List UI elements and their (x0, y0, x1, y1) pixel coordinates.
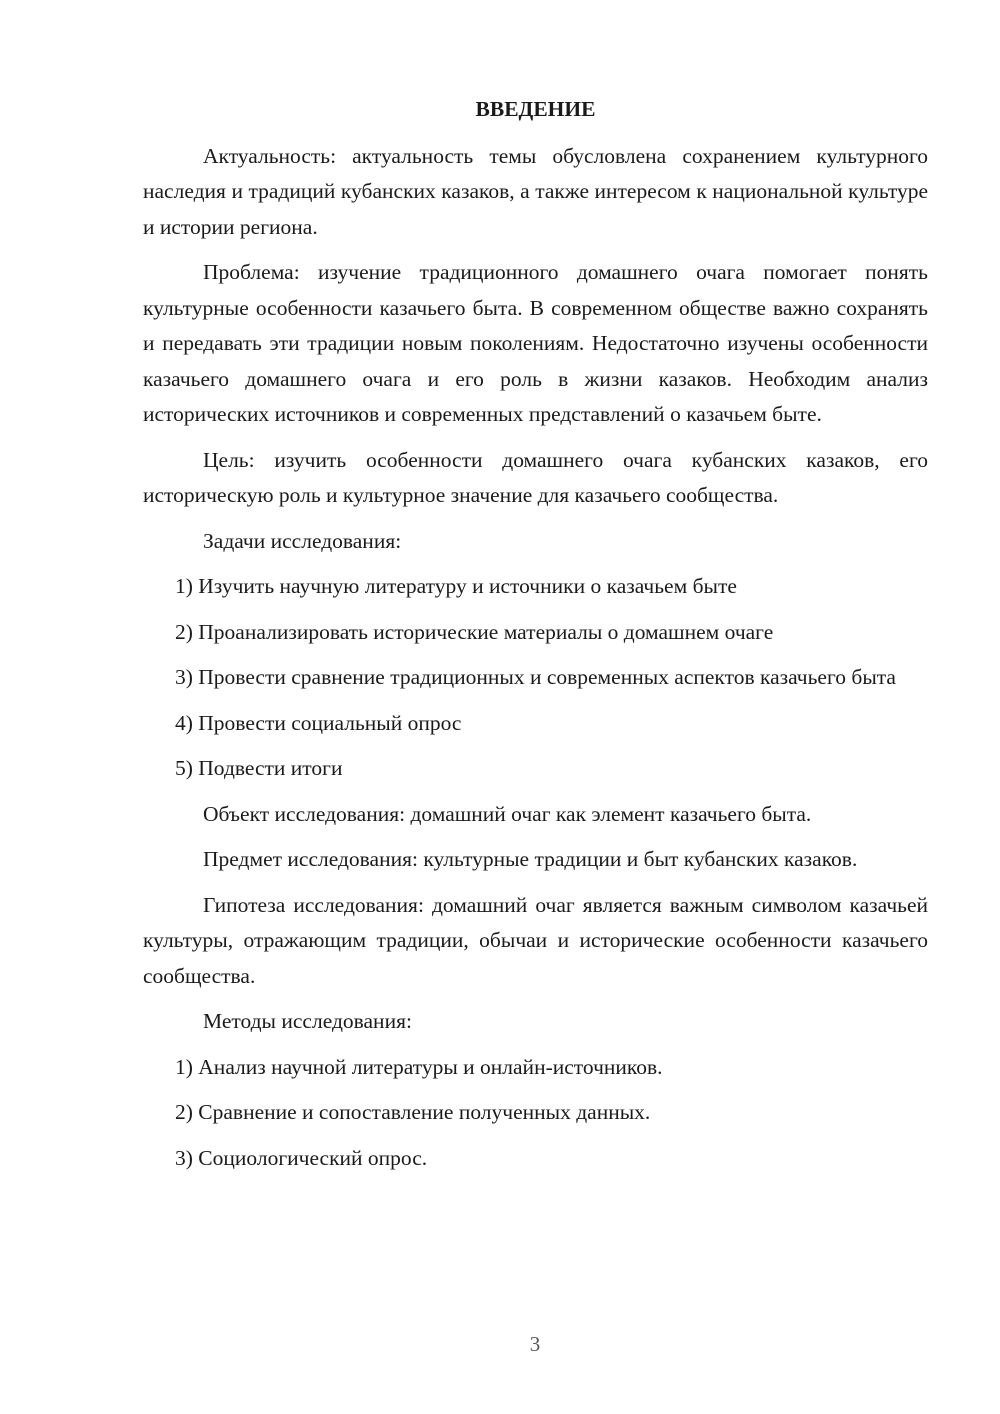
page-number: 3 (529, 1332, 541, 1356)
task-item-4: 4) Провести социальный опрос (175, 710, 462, 735)
hypothesis-paragraph: Гипотеза исследования: домашний очаг является важным символом казачьей культуры, отражающим традиции, обычаи и исторические особенности казачьего сообщества. (143, 892, 928, 988)
problem-paragraph: Проблема: изучение традиционного домашнего очага помогает понять культурные особенности казачьего быта. В современном обществе важно сохранять и передавать эти традиции новым поколениям. Недостаточно изучены особенности казачьего домашнего очага и его роль в жизни казаков. Необходим анализ исторических источников и современных представлений о казачьем быте. (143, 260, 928, 426)
subject-paragraph: Предмет исследования: культурные традиции и быт кубанских казаков. (203, 847, 858, 871)
goal-paragraph: Цель: изучить особенности домашнего очага кубанских казаков, его историческую роль и культурное значение для казачьего сообщества. (143, 447, 928, 507)
section-title: ВВЕДЕНИЕ (475, 97, 596, 121)
relevance-paragraph: Актуальность: актуальность темы обусловлена сохранением культурного наследия и традиций кубанских казаков, а также интересом к национальной культуре и истории региона. (143, 143, 928, 239)
methods-heading: Методы исследования: (203, 1009, 412, 1033)
method-item-2: 2) Сравнение и сопоставление полученных данных. (175, 1100, 651, 1124)
page-content (143, 92, 928, 1186)
task-item-1: 1) Изучить научную литературу и источники о казачьем быте (175, 574, 737, 598)
tasks-heading: Задачи исследования: (203, 528, 402, 553)
task-item-5: 5) Подвести итоги (175, 756, 343, 780)
method-item-3: 3) Социологический опрос. (175, 1145, 428, 1170)
method-item-1: 1) Анализ научной литературы и онлайн-источников. (175, 1054, 663, 1079)
task-item-3: 3) Провести сравнение традиционных и современных аспектов казачьего быта (175, 665, 896, 689)
task-item-2: 2) Проанализировать исторические материалы о домашнем очаге (175, 619, 774, 644)
object-paragraph: Объект исследования: домашний очаг как элемент казачьего быта. (203, 801, 812, 826)
